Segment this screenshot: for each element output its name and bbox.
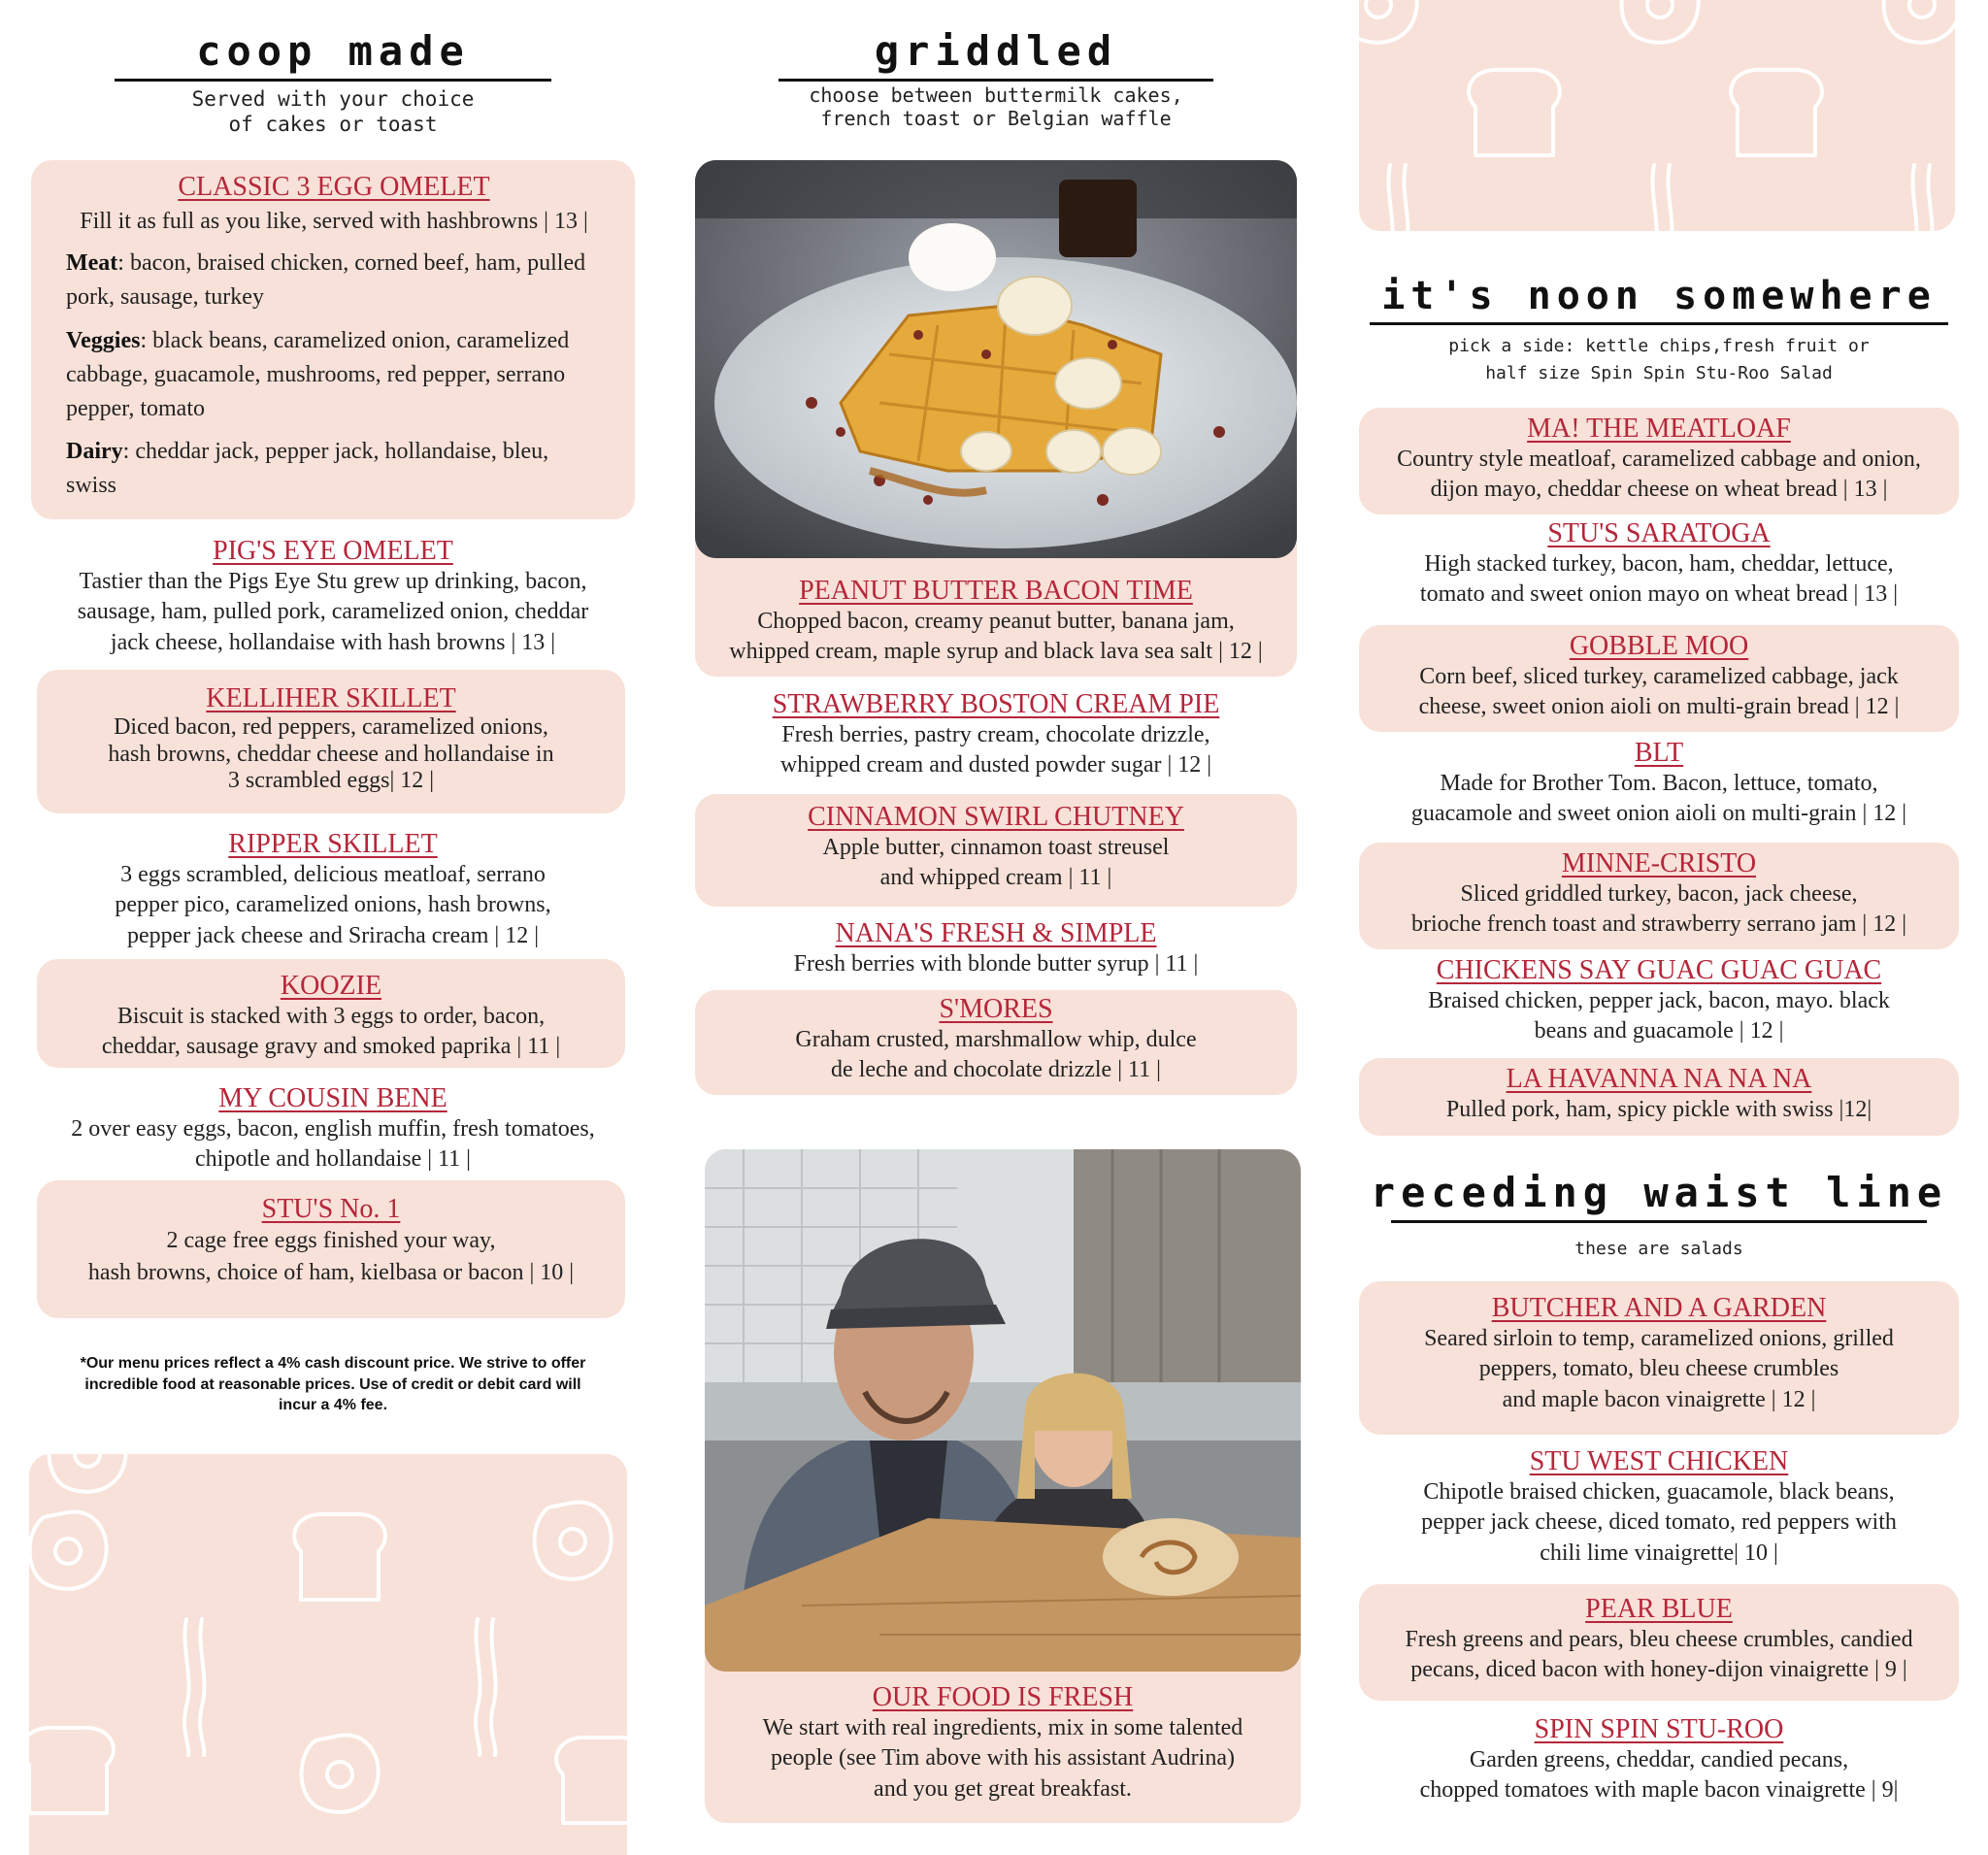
menu-item xyxy=(31,827,635,953)
item-title: NANA'S FRESH & SIMPLE xyxy=(835,918,1157,948)
item-description: Sliced griddled turkey, bacon, jack cheese, brioche french toast and strawberry serrano jam | 12 | xyxy=(1410,881,1907,938)
option-label: Meat xyxy=(66,250,118,277)
menu-item xyxy=(1359,1714,1959,1821)
menu-item xyxy=(1359,1446,1959,1582)
item-title: GOBBLE MOO xyxy=(1569,631,1749,661)
bacon-icon xyxy=(1912,165,1932,231)
item-title: KELLIHER SKILLET xyxy=(206,683,456,713)
bacon-icon xyxy=(1388,165,1408,231)
menu-item xyxy=(31,1083,635,1180)
item-title: MY COUSIN BENE xyxy=(218,1083,447,1113)
section-rule xyxy=(1370,322,1948,325)
menu-item xyxy=(1359,955,1959,1052)
fried-egg-icon xyxy=(535,1502,612,1578)
toast-icon xyxy=(294,1514,385,1600)
item-description: 2 cage free eggs finished your way, hash browns, choice of ham, kielbasa or bacon | 10 | xyxy=(87,1228,575,1286)
item-description: Garden greens, cheddar, candied pecans, chopped tomatoes with maple bacon vinaigrette | 9| xyxy=(1419,1747,1899,1804)
item-description: 3 eggs scrambled, delicious meatloaf, serrano pepper pico, caramelized onions, hash browns, pepper jack cheese and Sriracha cream | 12 | xyxy=(115,862,551,948)
item-title: CHICKENS SAY GUAC GUAC GUAC xyxy=(1436,955,1882,985)
item-title: BLT xyxy=(1634,738,1684,768)
salads-header xyxy=(1359,1169,1959,1260)
item-title: MA! THE MEATLOAF xyxy=(1527,414,1791,444)
noon-header xyxy=(1359,274,1959,387)
waffle-plate-image xyxy=(695,160,1297,558)
toast-icon xyxy=(1731,70,1822,155)
item-title: S'MORES xyxy=(939,994,1053,1024)
item-description: Fresh berries, pastry cream, chocolate drizzle, whipped cream and dusted powder sugar | 12 | xyxy=(779,722,1212,778)
item-description: Country style meatloaf, caramelized cabbage and onion, dijon mayo, cheddar cheese on wheat bread | 13 | xyxy=(1397,447,1921,503)
item-description: We start with real ingredients, mix in some talented people (see Tim above with his assistant Audrina) and you get great breakfast. xyxy=(762,1715,1243,1802)
menu-item xyxy=(1359,1584,1959,1701)
bacon-icon xyxy=(184,1619,204,1755)
bacon-icon xyxy=(1652,165,1672,231)
fried-egg-icon xyxy=(1884,0,1955,43)
fried-egg-icon xyxy=(302,1735,379,1811)
section-title: receding waist line xyxy=(1370,1169,1948,1216)
menu-item xyxy=(695,918,1297,986)
item-description: Chopped bacon, creamy peanut butter, banana jam, whipped cream, maple syrup and black lava sea salt | 12 | xyxy=(729,609,1263,665)
section-subtitle: Served with your choice of cakes or toast xyxy=(191,87,475,136)
item-description: Chipotle braised chicken, guacamole, black beans, pepper jack cheese, diced tomato, red peppers with chili lime vinaigrette| 10 | xyxy=(1421,1479,1897,1566)
item-description: Diced bacon, red peppers, caramelized onions, hash browns, cheddar cheese and hollandaise in 3 scrambled eggs| 12 | xyxy=(108,714,554,794)
menu-item xyxy=(37,1180,625,1318)
section-subtitle: pick a side: kettle chips,fresh fruit or half size Spin Spin Stu-Roo Salad xyxy=(1448,336,1870,383)
pricing-note: *Our menu prices reflect a 4% cash discount price. We strive to offer incredible food at reasonable prices. Use of credit or debit card will incur a 4% fee. xyxy=(80,1355,586,1414)
item-title: RIPPER SKILLET xyxy=(228,829,438,859)
item-description: Graham crusted, marshmallow whip, dulce de leche and chocolate drizzle | 11 | xyxy=(795,1027,1197,1083)
item-description: Pulled pork, ham, spicy pickle with swiss |12| xyxy=(1445,1097,1872,1123)
menu-item xyxy=(1359,738,1959,835)
menu-item xyxy=(695,990,1297,1095)
item-description: Braised chicken, pepper jack, bacon, mayo. black beans and guacamole | 12 | xyxy=(1428,988,1890,1044)
section-subtitle: these are salads xyxy=(1574,1239,1743,1259)
menu-item xyxy=(1359,518,1959,615)
fried-egg-icon xyxy=(30,1511,107,1588)
breakfast-pattern-panel xyxy=(1359,0,1955,231)
section-rule xyxy=(1391,1220,1927,1223)
menu-item xyxy=(1359,843,1959,949)
item-description: Made for Brother Tom. Bacon, lettuce, tomato, guacamole and sweet onion aioli on multi-grain | 12 | xyxy=(1410,771,1907,827)
item-description: Apple butter, cinnamon toast streusel and whipped cream | 11 | xyxy=(822,835,1170,891)
item-title: PIG'S EYE OMELET xyxy=(213,536,453,566)
menu-item xyxy=(37,959,625,1068)
menu-item xyxy=(705,1682,1301,1818)
item-description: Fresh berries with blonde butter syrup | 11 | xyxy=(793,951,1199,977)
menu-item-classic-omelet xyxy=(31,160,635,519)
section-title: griddled xyxy=(874,27,1118,75)
toast-icon xyxy=(556,1738,627,1823)
item-description: Tastier than the Pigs Eye Stu grew up drinking, bacon, sausage, ham, pulled pork, caramelized onion, cheddar jack cheese, hollandaise with hash browns | 13 | xyxy=(77,569,589,655)
item-description: Corn beef, sliced turkey, caramelized cabbage, jack cheese, sweet onion aioli on multi-grain bread | 12 | xyxy=(1418,664,1900,720)
item-description: Seared sirloin to temp, caramelized onions, grilled peppers, tomato, bleu cheese crumbles and maple bacon vinaigrette | 12 | xyxy=(1424,1326,1894,1412)
bacon-icon xyxy=(476,1619,495,1755)
option-text: : bacon, braised chicken, corned beef, ham, pulled pork, sausage, turkey xyxy=(66,250,586,311)
fried-egg-icon xyxy=(1359,0,1417,43)
menu-item xyxy=(1359,1058,1959,1136)
kitchen-photo xyxy=(705,1149,1301,1672)
item-title: MINNE-CRISTO xyxy=(1561,848,1757,878)
item-title: CLASSIC 3 EGG OMELET xyxy=(178,172,490,202)
item-title: STU WEST CHICKEN xyxy=(1529,1446,1789,1476)
section-title: coop made xyxy=(196,27,470,75)
option-label: Dairy xyxy=(66,439,123,465)
option-label: Veggies xyxy=(66,327,141,353)
item-description: Fill it as full as you like, served with hashbrowns | 13 | xyxy=(80,209,588,235)
item-title: OUR FOOD IS FRESH xyxy=(872,1682,1134,1712)
option-text: : black beans, caramelized onion, caramelized cabbage, guacamole, mushrooms, red pepper, serrano pepper, tomato xyxy=(66,327,570,421)
item-description: 2 over easy eggs, bacon, english muffin, fresh tomatoes, chipotle and hollandaise | 11 | xyxy=(71,1116,595,1173)
option-meat xyxy=(66,247,602,315)
breakfast-pattern-panel xyxy=(29,1454,627,1855)
section-title: it's noon somewhere xyxy=(1381,274,1937,318)
option-dairy xyxy=(66,435,602,503)
item-title: STRAWBERRY BOSTON CREAM PIE xyxy=(772,689,1220,719)
item-description: High stacked turkey, bacon, ham, cheddar, lettuce, tomato and sweet onion mayo on wheat bread | 13 | xyxy=(1419,551,1899,608)
menu-item xyxy=(1359,625,1959,732)
menu-item xyxy=(37,670,625,813)
item-title: STU'S No. 1 xyxy=(261,1194,401,1224)
griddled-header xyxy=(695,27,1297,131)
item-title: PEANUT BUTTER BACON TIME xyxy=(799,576,1193,606)
item-description: Fresh greens and pears, bleu cheese crumbles, candied pecans, diced bacon with honey-dijon vinaigrette | 9 | xyxy=(1405,1627,1913,1683)
section-rule xyxy=(779,79,1213,82)
section-rule xyxy=(115,79,551,82)
option-text: : cheddar jack, pepper jack, hollandaise, bleu, swiss xyxy=(66,439,549,499)
item-description: Biscuit is stacked with 3 eggs to order, bacon, cheddar, sausage gravy and smoked paprika | 11 | xyxy=(101,1004,561,1060)
menu-item xyxy=(695,689,1297,796)
fried-egg-icon xyxy=(50,1454,126,1492)
coop-made-header xyxy=(31,27,635,137)
chef-and-assistant-image xyxy=(705,1149,1301,1672)
item-title: SPIN SPIN STU-ROO xyxy=(1534,1714,1784,1744)
option-veggies xyxy=(66,324,602,425)
toast-icon xyxy=(1469,70,1560,155)
item-title: CINNAMON SWIRL CHUTNEY xyxy=(808,802,1184,832)
breakfast-doodle-pattern xyxy=(1359,0,1955,231)
menu-item xyxy=(31,534,635,660)
menu-item xyxy=(1359,1281,1959,1435)
item-title: PEAR BLUE xyxy=(1585,1594,1733,1624)
item-title: BUTCHER AND A GARDEN xyxy=(1491,1293,1827,1323)
menu-item xyxy=(1359,408,1959,514)
menu-item xyxy=(695,794,1297,907)
item-title: KOOZIE xyxy=(280,971,382,1001)
item-title: STU'S SARATOGA xyxy=(1547,518,1771,548)
item-title: LA HAVANNA NA NA NA xyxy=(1506,1064,1812,1094)
section-subtitle: choose between buttermilk cakes, french toast or Belgian waffle xyxy=(809,83,1183,131)
toast-icon xyxy=(29,1728,114,1813)
breakfast-doodle-pattern xyxy=(29,1454,627,1855)
fried-egg-icon xyxy=(1622,0,1699,43)
menu-item xyxy=(695,576,1297,677)
waffle-photo xyxy=(695,160,1297,558)
